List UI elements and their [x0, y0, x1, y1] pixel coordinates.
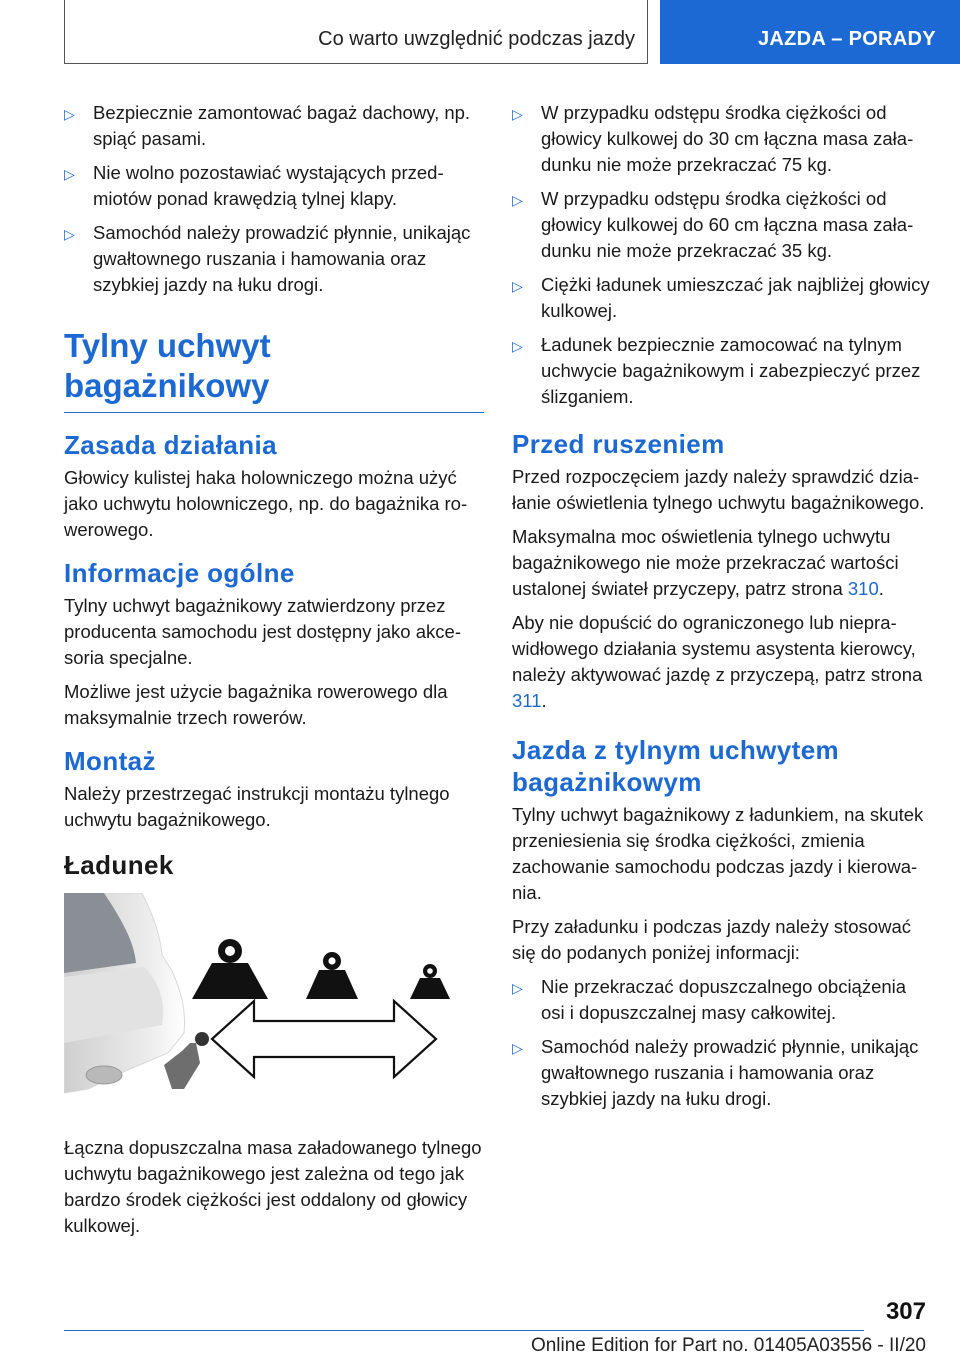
list-item: ▷ W przypadku odstępu środka ciężkości od głowicy kulkowej do 60 cm łączna masa załadunku nie może przekraczać 35 kg.	[512, 188, 914, 261]
before-start-heading: Przed ruszeniem	[512, 429, 725, 459]
section-title: Co warto uwzględnić podczas jazdy	[318, 28, 635, 50]
load-heading: Ładunek	[64, 850, 174, 880]
right-top-bullets	[512, 100, 930, 410]
principle-text: Głowicy kulistej haka holowniczego można użyć jako uchwytu holowniczego, np. do bagażnika rowerowego.	[64, 467, 468, 540]
triangle-bullet-icon: ▷	[512, 980, 523, 996]
load-illustration	[64, 893, 480, 1115]
edition-text: Online Edition for Part no. 01405A03556 - II/20	[530, 1335, 926, 1356]
chapter-title: JAZDA – PORADY	[758, 28, 936, 50]
general-text-2: Możliwe jest użycie bagażnika rowerowego dla maksymalnie trzech rowerów.	[64, 681, 448, 728]
driving-bullets	[512, 974, 930, 1112]
general-text-1: Tylny uchwyt bagażnikowy zatwierdzony przez producenta samochodu jest dostępny jako akcesoria specjalne.	[64, 595, 461, 668]
triangle-bullet-icon: ▷	[512, 338, 523, 354]
driving-heading: Jazda z tylnym uchwytem bagażnikowym	[512, 735, 840, 797]
triangle-bullet-icon: ▷	[512, 1040, 523, 1056]
triangle-bullet-icon: ▷	[64, 166, 75, 182]
triangle-bullet-icon: ▷	[512, 106, 523, 122]
list-item: ▷ Bezpiecznie zamontować bagaż dachowy, np. spiąć pasami.	[64, 102, 471, 149]
principle-heading: Zasada działania	[64, 430, 278, 460]
driving-text-1: Tylny uchwyt bagażnikowy z ładunkiem, na skutek przeniesienia się środka ciężkości, zmienia zachowanie samochodu podczas jazdy i kierowania.	[512, 804, 924, 903]
list-item: ▷ Nie wolno pozostawiać wystających przedmiotów ponad krawędzią tylnej klapy.	[64, 162, 444, 209]
header-box	[64, 0, 648, 64]
right-column	[512, 100, 930, 1120]
before-start-text-2: Maksymalna moc oświetlenia tylnego uchwytu bagażnikowego nie może przekraczać wartości ustalonej świateł przyczepy, patrz strona 310.	[512, 526, 899, 599]
before-start-text-3: Aby nie dopuścić do ograniczonego lub nieprawidłowego działania systemu asystenta kierowcy, należy aktywować jazdę z przyczepą, patrz strona 311.	[512, 612, 923, 711]
before-start-text-1: Przed rozpoczęciem jazdy należy sprawdzić działanie oświetlenia tylnego uchwytu bagażnikowego.	[512, 466, 925, 513]
list-item: ▷ Samochód należy prowadzić płynnie, unikając gwałtownego ruszania i hamowania oraz szybkiej jazdy na łuku drogi.	[64, 222, 471, 295]
load-caption: Łączna dopuszczalna masa załadowanego tylnego uchwytu bagażnikowego jest zależna od tego jak bardzo środek ciężkości jest oddalony od głowicy kulkowej.	[64, 1137, 482, 1236]
page-link-310[interactable]: 310	[847, 578, 879, 599]
list-item: ▷ Samochód należy prowadzić płynnie, unikając gwałtownego ruszania i hamowania oraz szybkiej jazdy na łuku drogi.	[512, 1036, 919, 1109]
list-item: ▷ W przypadku odstępu środka ciężkości od głowicy kulkowej do 30 cm łączna masa załadunku nie może przekraczać 75 kg.	[512, 102, 914, 175]
general-heading: Informacje ogólne	[64, 558, 295, 588]
list-item: ▷ Nie przekraczać dopuszczalnego obciążenia osi i dopuszczalnej masy całkowitej.	[512, 976, 907, 1023]
chapter-heading: Tylny uchwyt bagażnikowy	[64, 326, 484, 413]
triangle-bullet-icon: ▷	[512, 192, 523, 208]
list-item: ▷ Ładunek bezpiecznie zamocować na tylnym uchwycie bagażnikowym i zabezpieczyć przez ślizganiem.	[512, 334, 921, 407]
page-number: 307	[885, 1298, 926, 1325]
mounting-heading: Montaż	[64, 746, 156, 776]
list-item: ▷ Ciężki ładunek umieszczać jak najbliżej głowicy kulkowej.	[512, 274, 930, 321]
left-top-bullets	[64, 100, 484, 298]
triangle-bullet-icon: ▷	[64, 106, 75, 122]
left-column	[64, 100, 484, 1247]
footer-divider	[64, 1330, 864, 1331]
mounting-text: Należy przestrzegać instrukcji montażu tylnego uchwytu bagażnikowego.	[64, 783, 450, 830]
triangle-bullet-icon: ▷	[64, 226, 75, 242]
triangle-bullet-icon: ▷	[512, 278, 523, 294]
driving-text-2: Przy załadunku i podczas jazdy należy stosować się do podanych poniżej informacji:	[512, 916, 911, 963]
page-link-311[interactable]: 311	[512, 690, 542, 711]
